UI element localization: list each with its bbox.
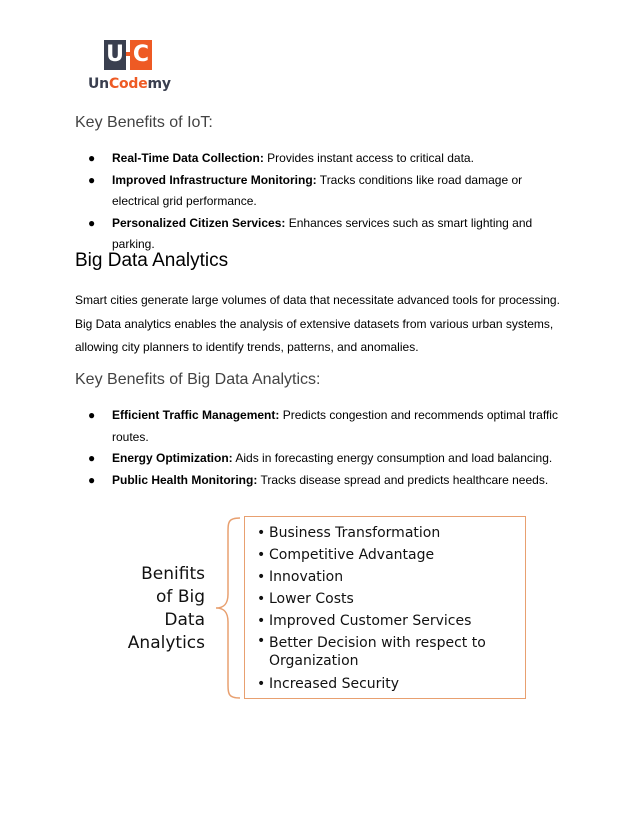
list-item — [257, 673, 525, 695]
bullet-icon: ● — [88, 408, 96, 422]
list-item — [88, 448, 568, 470]
bullet-icon: • — [257, 591, 266, 607]
bullet-icon: ● — [88, 451, 96, 465]
figure-item-text: Innovation — [269, 569, 344, 585]
list-item — [88, 470, 568, 492]
item-text: Provides instant access to critical data. — [263, 151, 474, 165]
figure-title-line: of Big — [156, 587, 205, 607]
figure-item-text: Increased Security — [269, 676, 400, 692]
bullet-icon: • — [257, 613, 266, 629]
bullet-icon: ● — [88, 172, 96, 187]
list-item — [257, 588, 525, 610]
big-data-benefits-list — [88, 405, 568, 491]
figure-title-line: Data — [164, 610, 205, 630]
item-bold-label: Real-Time Data Collection: — [112, 151, 264, 165]
list-item — [88, 405, 568, 448]
item-bold-label: Efficient Traffic Management: — [112, 408, 280, 422]
item-text: Enhances services such as smart lighting and parking. — [112, 215, 533, 251]
bullet-icon: • — [257, 676, 266, 692]
list-item — [88, 170, 568, 213]
figure-title — [115, 563, 205, 655]
bullet-icon: • — [257, 525, 266, 541]
bullet-icon: ● — [88, 151, 96, 165]
figure-item-text: Lower Costs — [269, 591, 354, 607]
uncodemy-logo — [88, 40, 172, 94]
item-bold-label: Public Health Monitoring: — [112, 472, 258, 487]
item-text: Predicts congestion and recommends optimal traffic routes. — [112, 408, 558, 444]
item-bold-label: Improved Infrastructure Monitoring: — [112, 172, 317, 187]
bullet-icon: • — [257, 569, 266, 585]
item-text: Aids in forecasting energy consumption and load balancing. — [232, 451, 553, 465]
big-data-benefits-heading: Key Benefits of Big Data Analytics: — [75, 371, 321, 388]
figure-item-text: Improved Customer Services — [269, 613, 472, 629]
logo-wordmark — [88, 76, 171, 92]
figure-title-line: Benifits — [141, 564, 205, 584]
figure-title-line: Analytics — [127, 633, 205, 653]
list-item — [257, 632, 525, 673]
logo-letter-u: U — [104, 40, 126, 70]
list-item — [257, 566, 525, 588]
big-data-paragraph: Smart cities generate large volumes of data that necessitate advanced tools for processing. Big Data analytics enables the analysis of extensive datasets from various urban systems, allowing city planners to identify trends, patterns, and anomalies. — [75, 293, 560, 354]
logo-text-code: Code — [108, 76, 148, 92]
figure-item-text: Competitive Advantage — [269, 547, 435, 563]
figure-item-text: Business Transformation — [269, 525, 441, 541]
curly-brace-icon — [212, 516, 242, 700]
list-item — [257, 522, 525, 544]
item-text: Tracks conditions like road damage or electrical grid performance. — [112, 172, 523, 208]
iot-benefits-list — [88, 148, 568, 256]
list-item — [257, 544, 525, 566]
bullet-icon: • — [257, 547, 266, 563]
bullet-icon: ● — [88, 472, 96, 487]
item-bold-label: Personalized Citizen Services: — [112, 215, 286, 230]
bullet-icon: • — [257, 633, 266, 649]
logo-letter-c: C — [130, 40, 152, 70]
iot-benefits-heading: Key Benefits of IoT: — [75, 114, 213, 131]
logo-mark — [104, 40, 154, 74]
logo-text-un: Un — [88, 76, 109, 92]
figure-benefits-list — [257, 522, 525, 695]
list-item — [257, 610, 525, 632]
item-bold-label: Energy Optimization: — [112, 451, 233, 465]
list-item — [88, 148, 568, 170]
big-data-heading: Big Data Analytics — [75, 250, 229, 271]
figure-item-text: Better Decision with respect to Organization — [269, 635, 486, 669]
bullet-icon: ● — [88, 215, 96, 230]
item-text: Tracks disease spread and predicts healthcare needs. — [257, 472, 549, 487]
figure-benefits-box — [244, 516, 526, 699]
logo-text-my: my — [147, 76, 171, 92]
